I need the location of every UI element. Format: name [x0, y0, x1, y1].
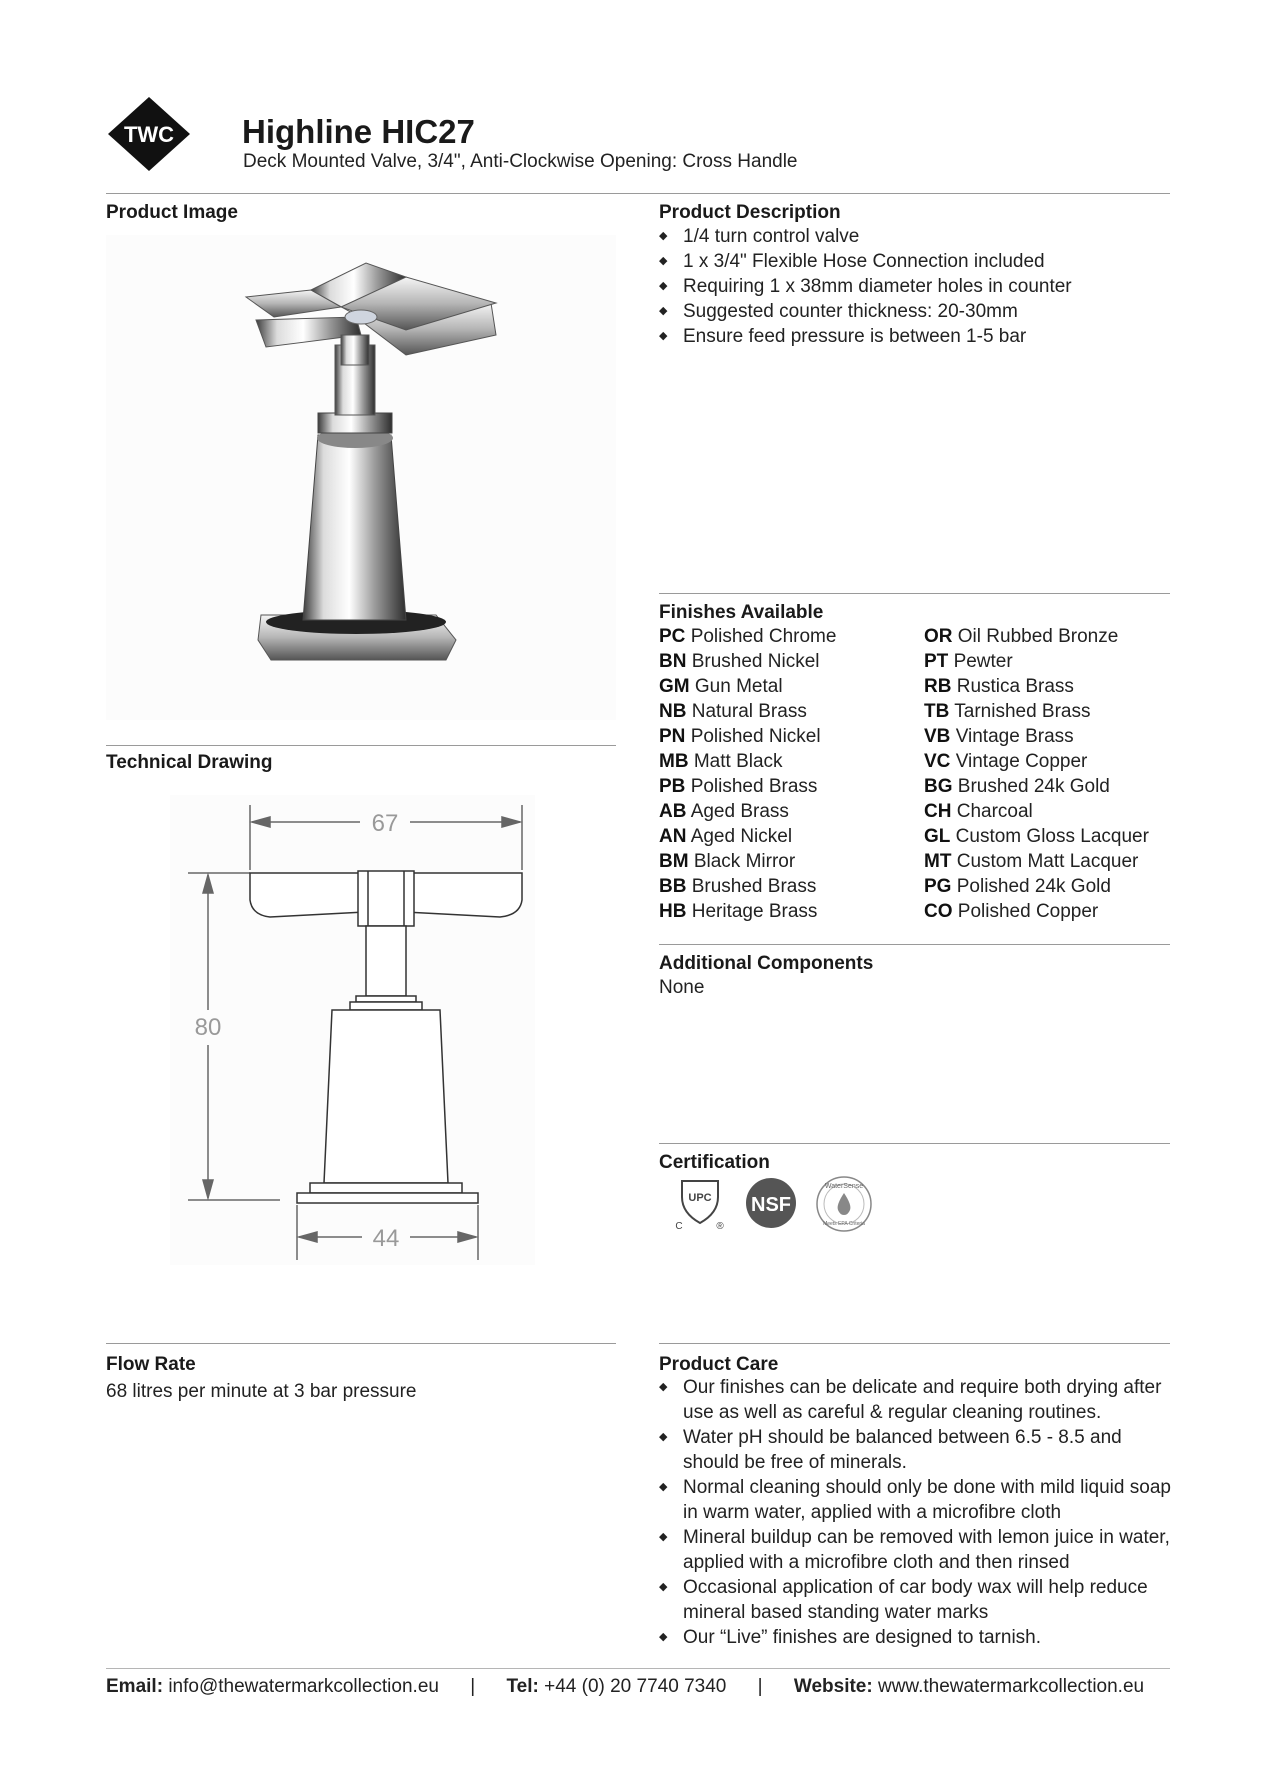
website-link[interactable]: www.thewatermarkcollection.eu: [877, 1676, 1145, 1697]
section-title-flow-rate: Flow Rate: [106, 1354, 196, 1375]
finish-item: PG Polished 24k Gold: [924, 876, 1111, 897]
dim-height: 80: [194, 1014, 222, 1041]
finish-item: MT Custom Matt Lacquer: [924, 851, 1139, 872]
description-item: ◆ Suggested counter thickness: 20-30mm: [659, 299, 1170, 324]
watersense-text: WaterSense: [824, 1183, 864, 1190]
finish-item: BB Brushed Brass: [659, 876, 817, 897]
email-link[interactable]: info@thewatermarkcollection.eu: [168, 1676, 439, 1697]
tel-label: Tel:: [506, 1676, 539, 1697]
nsf-certification-icon: [744, 1176, 798, 1230]
footer-divider: [106, 1668, 1170, 1669]
footer-separator: |: [470, 1676, 476, 1697]
upc-text: UPC: [688, 1192, 712, 1204]
care-item: ◆ Our “Live” finishes are designed to tarnish.: [659, 1625, 1174, 1650]
finish-item: GM Gun Metal: [659, 676, 783, 697]
finish-item: GL Custom Gloss Lacquer: [924, 826, 1149, 847]
finish-item: MB Matt Black: [659, 751, 783, 772]
section-title-product-image: Product Image: [106, 202, 238, 223]
finish-item: TB Tarnished Brass: [924, 701, 1091, 722]
finish-item: BN Brushed Nickel: [659, 651, 820, 672]
finish-item: VB Vintage Brass: [924, 726, 1074, 747]
upc-r-mark: ®: [716, 1221, 724, 1231]
divider-right-4: [659, 1343, 1170, 1344]
finish-item: NB Natural Brass: [659, 701, 807, 722]
website-label: Website:: [793, 1676, 873, 1697]
page-subtitle: Deck Mounted Valve, 3/4", Anti-Clockwise Opening: Cross Handle: [243, 151, 798, 172]
watersense-certification-icon: [815, 1175, 873, 1233]
upc-certification-icon: [672, 1175, 728, 1231]
product-image: [106, 235, 616, 720]
email-label: Email:: [106, 1676, 164, 1697]
description-list: [659, 224, 1170, 349]
section-title-finishes: Finishes Available: [659, 602, 824, 623]
twc-logo: [106, 95, 192, 173]
nsf-text: NSF: [751, 1194, 791, 1216]
divider-right-2: [659, 944, 1170, 945]
divider-left-1: [106, 745, 616, 746]
finish-item: CO Polished Copper: [924, 901, 1099, 922]
finishes-right-column: [924, 624, 1174, 924]
finish-item: PC Polished Chrome: [659, 626, 837, 647]
finish-item: PT Pewter: [924, 651, 1013, 672]
finish-item: RB Rustica Brass: [924, 676, 1074, 697]
section-title-certification: Certification: [659, 1152, 770, 1173]
section-title-product-care: Product Care: [659, 1354, 779, 1375]
care-list: [659, 1375, 1174, 1650]
description-item: ◆ Ensure feed pressure is between 1-5 bar: [659, 324, 1170, 349]
description-item: ◆ Requiring 1 x 38mm diameter holes in counter: [659, 274, 1170, 299]
care-item: ◆ Normal cleaning should only be done with mild liquid soap in warm water, applied with a microfibre cloth: [659, 1475, 1174, 1525]
footer: [106, 1676, 1170, 1698]
care-item: ◆ Our finishes can be delicate and require both drying after use as well as careful & regular cleaning routines.: [659, 1375, 1174, 1425]
divider-left-2: [106, 1343, 616, 1344]
care-item: ◆ Mineral buildup can be removed with lemon juice in water, applied with a microfibre cloth and then rinsed: [659, 1525, 1174, 1575]
footer-separator: |: [757, 1676, 763, 1697]
section-title-additional-components: Additional Components: [659, 953, 874, 974]
upc-c-mark: C: [675, 1221, 683, 1231]
finish-item: PB Polished Brass: [659, 776, 818, 797]
description-item: ◆ 1/4 turn control valve: [659, 224, 1170, 249]
finish-item: HB Heritage Brass: [659, 901, 818, 922]
finish-item: BM Black Mirror: [659, 851, 796, 872]
description-item: ◆ 1 x 3/4" Flexible Hose Connection included: [659, 249, 1170, 274]
divider-right-1: [659, 593, 1170, 594]
finish-item: VC Vintage Copper: [924, 751, 1088, 772]
finish-item: CH Charcoal: [924, 801, 1033, 822]
care-item: ◆ Occasional application of car body wax will help reduce mineral based standing water marks: [659, 1575, 1174, 1625]
care-item: ◆ Water pH should be balanced between 6.5 - 8.5 and should be free of minerals.: [659, 1425, 1174, 1475]
additional-components-value: None: [659, 977, 705, 998]
finish-item: OR Oil Rubbed Bronze: [924, 626, 1119, 647]
flow-rate-value: 68 litres per minute at 3 bar pressure: [106, 1381, 417, 1402]
finish-item: AN Aged Nickel: [659, 826, 793, 847]
technical-drawing: [170, 795, 535, 1265]
watersense-sub-text: Meets EPA Criteria: [823, 1221, 865, 1227]
page-title: Highline HIC27: [242, 113, 475, 150]
divider-right-3: [659, 1143, 1170, 1144]
header-divider: [106, 193, 1170, 194]
dim-width-base: 44: [372, 1225, 400, 1252]
dim-width-top: 67: [371, 810, 399, 837]
logo-text: TWC: [123, 122, 175, 147]
finish-item: AB Aged Brass: [659, 801, 789, 822]
finishes-left-column: [659, 624, 919, 924]
section-title-technical-drawing: Technical Drawing: [106, 752, 273, 773]
section-title-product-description: Product Description: [659, 202, 841, 223]
finish-item: BG Brushed 24k Gold: [924, 776, 1110, 797]
twc-logo-diamond: [106, 95, 192, 173]
tel-link[interactable]: +44 (0) 20 7740 7340: [544, 1676, 727, 1697]
finish-item: PN Polished Nickel: [659, 726, 821, 747]
